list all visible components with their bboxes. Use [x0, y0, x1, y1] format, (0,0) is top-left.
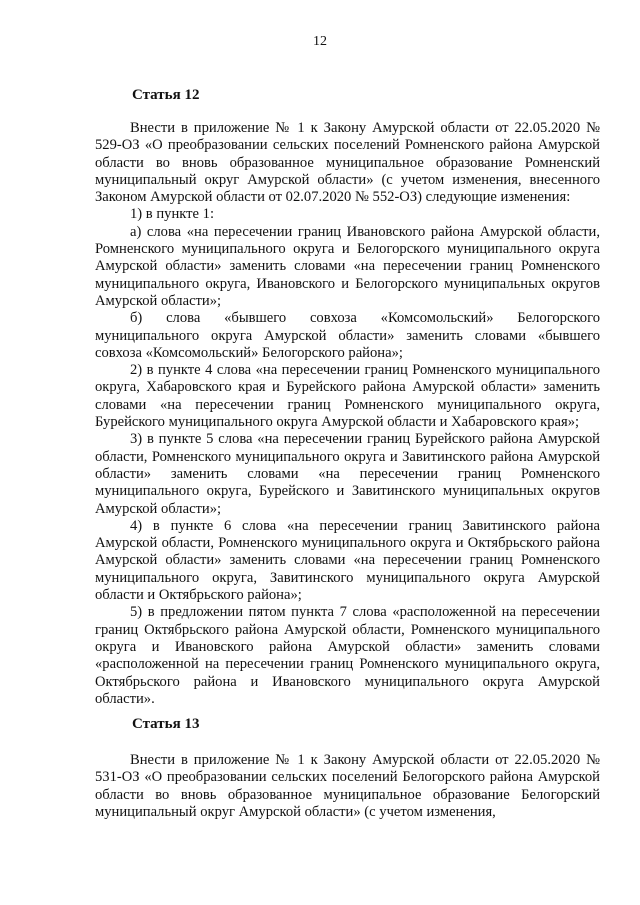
article-12-item-4: 4) в пункте 6 слова «на пересечении границ Завитинского района Амурской области, Ромненского муниципального округа и Октябрьского района Амурской области» заменить словами «на пересечении границ Ромненского муниципального округа, Завитинского муниципального округа Амурской области и Октябрьского района»; [95, 517, 600, 604]
page-number: 12 [313, 34, 327, 49]
article-12-item-2: 2) в пункте 4 слова «на пересечении границ Ромненского муниципального округа, Хабаровского края и Бурейского района Амурской области» заменить словами «на пересечении границ Ромненского муниципального округа, Бурейского муниципального округа Амурской области и Хабаровского края»; [95, 362, 600, 431]
article-13-intro: Внести в приложение № 1 к Закону Амурской области от 22.05.2020 № 531-ОЗ «О преобразовании сельских поселений Белогорского района Амурской области во вновь образованное муниципальное образование Белогорский муниципальный округ Амурской области» (с учетом изменения, [95, 752, 600, 820]
article-12-item-5: 5) в предложении пятом пункта 7 слова «расположенной на пересечении границ Октябрьского района Амурской области, Ромненского муниципального округа и Ивановского района Амурской области» заменить словами «расположенной на пересечении границ Ромненского муниципального округа, Октябрьского района и Ивановского муниципального округа Амурской области». [95, 604, 600, 707]
article-12-item-1: 1) в пункте 1: [130, 206, 215, 223]
article-12-item-1b: б) слова «бывшего совхоза «Комсомольский» Белогорского муниципального округа Амурской области» заменить словами «бывшего совхоза «Комсомольский» Белогорского района»; [95, 310, 600, 361]
article-12-body [95, 120, 600, 708]
article-12-heading: Статья 12 [132, 87, 200, 103]
article-13-heading: Статья 13 [132, 716, 200, 732]
article-12-intro: Внести в приложение № 1 к Закону Амурской области от 22.05.2020 № 529-ОЗ «О преобразовании сельских поселений Ромненского района Амурской области во вновь образованное муниципальное образование Ромненский муниципальный округ Амурской области» (с учетом изменения, внесенного Законом Амурской области от 02.07.2020 № 552-ОЗ) следующие изменения: [95, 120, 600, 206]
article-12-item-1a: а) слова «на пересечении границ Ивановского района Амурской области, Ромненского муниципального округа и Белогорского муниципального округа Амурской области» заменить словами «на пересечении границ Ромненского муниципального округа, Ивановского и Белогорского муниципальных округов Амурской области»; [95, 223, 600, 309]
article-12-item-3: 3) в пункте 5 слова «на пересечении границ Бурейского района Амурской области, Ромненского муниципального округа и Завитинского района Амурской области» заменить словами «на пересечении границ Ромненского муниципального округа, Бурейского и Завитинского муниципальных округов Амурской области»; [95, 431, 600, 517]
article-13-body [95, 752, 600, 821]
